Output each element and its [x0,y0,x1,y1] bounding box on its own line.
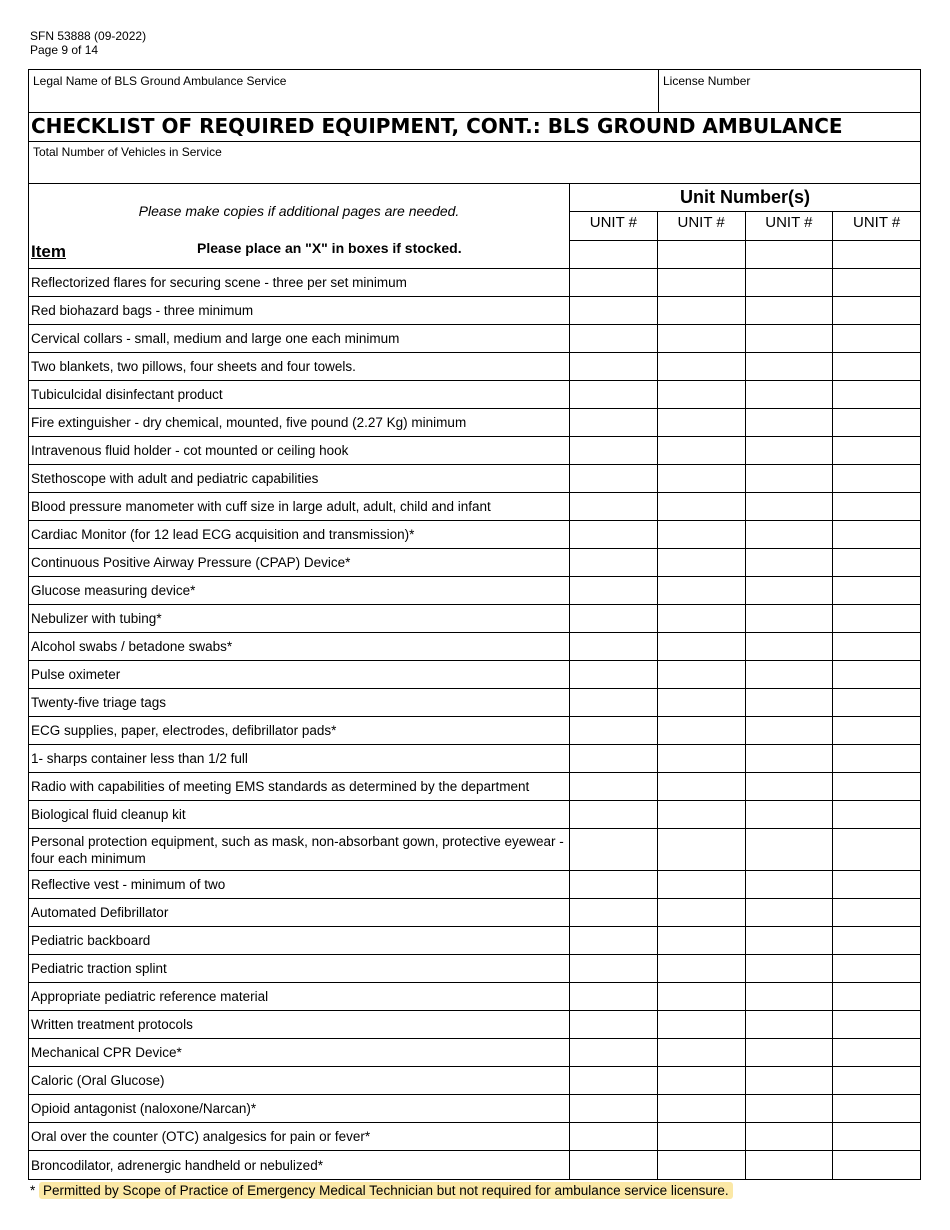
stock-checkbox-cell[interactable] [658,1095,746,1122]
footnote [30,1183,733,1198]
license-number-field[interactable] [659,70,920,112]
stock-checkbox-cell[interactable] [746,661,834,688]
stock-checkbox-cell[interactable] [570,577,658,604]
equipment-item-label: Biological fluid cleanup kit [29,801,570,828]
stock-checkbox-cell[interactable] [746,1095,834,1122]
stock-checkbox-cell[interactable] [746,773,834,800]
equipment-item-label: Broncodilator, adrenergic handheld or nebulized* [29,1151,570,1179]
table-row [29,577,920,605]
stock-checkbox-cell[interactable] [833,381,920,408]
stock-checkbox-cell[interactable] [833,661,920,688]
stock-checkbox-cell[interactable] [746,353,834,380]
stock-checkbox-cell[interactable] [746,871,834,898]
stock-checkbox-cell[interactable] [570,955,658,982]
stock-checkbox-cell[interactable] [570,325,658,352]
unit-number-input[interactable] [570,241,658,268]
stock-checkbox-cell[interactable] [746,633,834,660]
unit-column-label: UNIT # [746,212,834,240]
stock-checkbox-cell[interactable] [746,745,834,772]
stock-checkbox-cell[interactable] [658,689,746,716]
stock-checkbox-cell[interactable] [570,297,658,324]
stock-checkbox-cell[interactable] [746,325,834,352]
table-row [29,549,920,577]
stock-checkbox-cell[interactable] [833,717,920,744]
table-row [29,1067,920,1095]
stock-checkbox-cell[interactable] [833,983,920,1010]
unit-number-input[interactable] [746,241,834,268]
equipment-item-label: Reflective vest - minimum of two [29,871,570,898]
equipment-item-label: Caloric (Oral Glucose) [29,1067,570,1094]
stock-checkbox-cell[interactable] [833,325,920,352]
equipment-item-label: Written treatment protocols [29,1011,570,1038]
stock-checkbox-cell[interactable] [746,1151,834,1179]
stock-checkbox-cell[interactable] [833,871,920,898]
stock-checkbox-cell[interactable] [658,297,746,324]
stock-checkbox-cell[interactable] [833,437,920,464]
vehicles-field[interactable] [29,142,920,184]
stock-checkbox-cell[interactable] [746,717,834,744]
equipment-item-label: Twenty-five triage tags [29,689,570,716]
stock-checkbox-cell[interactable] [658,353,746,380]
table-row [29,493,920,521]
stock-checkbox-cell[interactable] [570,661,658,688]
equipment-item-label: Intravenous fluid holder - cot mounted or ceiling hook [29,437,570,464]
legal-name-label: Legal Name of BLS Ground Ambulance Service [33,74,287,88]
equipment-item-label: Two blankets, two pillows, four sheets and four towels. [29,353,570,380]
equipment-item-label: Fire extinguisher - dry chemical, mounted, five pound (2.27 Kg) minimum [29,409,570,436]
stock-checkbox-cell[interactable] [833,745,920,772]
stock-checkbox-cell[interactable] [658,577,746,604]
table-row [29,871,920,899]
equipment-item-label: Oral over the counter (OTC) analgesics for pain or fever* [29,1123,570,1150]
equipment-item-label: Blood pressure manometer with cuff size in large adult, adult, child and infant [29,493,570,520]
stock-checkbox-cell[interactable] [833,1067,920,1094]
stock-checkbox-cell[interactable] [833,493,920,520]
equipment-item-label: Glucose measuring device* [29,577,570,604]
table-row [29,745,920,773]
stock-checkbox-cell[interactable] [570,717,658,744]
stock-checkbox-cell[interactable] [658,899,746,926]
stock-checkbox-cell[interactable] [746,577,834,604]
item-header-cell [29,184,570,268]
stock-checkbox-cell[interactable] [746,409,834,436]
stock-checkbox-cell[interactable] [833,353,920,380]
unit-numbers-title: Unit Number(s) [570,184,920,212]
stock-checkbox-cell[interactable] [570,689,658,716]
stock-checkbox-cell[interactable] [833,773,920,800]
equipment-rows [29,269,920,1179]
stock-checkbox-cell[interactable] [746,521,834,548]
table-row [29,829,920,871]
table-row [29,955,920,983]
table-row [29,521,920,549]
stock-checkbox-cell[interactable] [833,577,920,604]
stock-checkbox-cell[interactable] [833,801,920,828]
stock-checkbox-cell[interactable] [746,381,834,408]
stock-checkbox-cell[interactable] [658,549,746,576]
table-row [29,801,920,829]
table-row [29,717,920,745]
stock-checkbox-cell[interactable] [570,927,658,954]
stock-checkbox-cell[interactable] [746,605,834,632]
checklist-title: CHECKLIST OF REQUIRED EQUIPMENT, CONT.: BLS GROUND AMBULANCE [29,113,920,142]
unit-number-input[interactable] [658,241,746,268]
stock-checkbox-cell[interactable] [833,605,920,632]
stock-checkbox-cell[interactable] [658,829,746,870]
stock-checkbox-cell[interactable] [570,1095,658,1122]
stock-checkbox-cell[interactable] [746,689,834,716]
table-row [29,1123,920,1151]
equipment-checklist-form [28,69,921,1180]
table-row [29,437,920,465]
table-row [29,689,920,717]
stock-checkbox-cell[interactable] [833,1095,920,1122]
stock-checkbox-cell[interactable] [658,871,746,898]
table-row [29,325,920,353]
stock-checkbox-cell[interactable] [570,521,658,548]
stock-checkbox-cell[interactable] [833,829,920,870]
unit-column-labels [570,212,920,241]
stock-checkbox-cell[interactable] [833,1039,920,1066]
unit-column-label: UNIT # [658,212,746,240]
stock-checkbox-cell[interactable] [570,1067,658,1094]
stock-checkbox-cell[interactable] [833,297,920,324]
equipment-item-label: Alcohol swabs / betadone swabs* [29,633,570,660]
stock-checkbox-cell[interactable] [570,409,658,436]
stock-checkbox-cell[interactable] [570,773,658,800]
stock-checkbox-cell[interactable] [746,1067,834,1094]
stock-checkbox-cell[interactable] [746,465,834,492]
stock-checkbox-cell[interactable] [746,955,834,982]
stock-checkbox-cell[interactable] [833,521,920,548]
stock-checkbox-cell[interactable] [658,437,746,464]
stock-checkbox-cell[interactable] [570,381,658,408]
table-row [29,381,920,409]
equipment-item-label: 1- sharps container less than 1/2 full [29,745,570,772]
stock-instruction: Please place an "X" in boxes if stocked. [197,240,462,256]
stock-checkbox-cell[interactable] [746,269,834,296]
stock-checkbox-cell[interactable] [658,521,746,548]
equipment-item-label: Stethoscope with adult and pediatric capabilities [29,465,570,492]
vehicles-label: Total Number of Vehicles in Service [33,145,222,159]
item-column-header: Item [31,242,66,261]
stock-checkbox-cell[interactable] [746,297,834,324]
stock-checkbox-cell[interactable] [746,437,834,464]
stock-checkbox-cell[interactable] [570,1039,658,1066]
form-id: SFN 53888 (09-2022) [30,29,147,43]
stock-checkbox-cell[interactable] [658,801,746,828]
equipment-item-label: Pediatric backboard [29,927,570,954]
stock-checkbox-cell[interactable] [570,1151,658,1179]
table-row [29,633,920,661]
stock-checkbox-cell[interactable] [746,493,834,520]
stock-checkbox-cell[interactable] [833,269,920,296]
stock-checkbox-cell[interactable] [570,549,658,576]
equipment-item-label: Radio with capabilities of meeting EMS standards as determined by the department [29,773,570,800]
stock-checkbox-cell[interactable] [746,983,834,1010]
stock-checkbox-cell[interactable] [658,1011,746,1038]
stock-checkbox-cell[interactable] [570,871,658,898]
stock-checkbox-cell[interactable] [570,493,658,520]
stock-checkbox-cell[interactable] [658,325,746,352]
table-row [29,1011,920,1039]
equipment-item-label: Red biohazard bags - three minimum [29,297,570,324]
unit-column-label: UNIT # [853,214,901,231]
stock-checkbox-cell[interactable] [570,269,658,296]
stock-checkbox-cell[interactable] [570,829,658,870]
equipment-item-label: Cardiac Monitor (for 12 lead ECG acquisition and transmission)* [29,521,570,548]
stock-checkbox-cell[interactable] [833,409,920,436]
stock-checkbox-cell[interactable] [570,1011,658,1038]
table-row [29,1039,920,1067]
stock-checkbox-cell[interactable] [833,1123,920,1150]
equipment-item-label: Personal protection equipment, such as mask, non-absorbant gown, protective eyewear - four each minimum [29,829,570,870]
stock-checkbox-cell[interactable] [658,1151,746,1179]
equipment-item-label: Pediatric traction splint [29,955,570,982]
stock-checkbox-cell[interactable] [658,1067,746,1094]
table-row [29,353,920,381]
equipment-item-label: Appropriate pediatric reference material [29,983,570,1010]
equipment-item-label: Pulse oximeter [29,661,570,688]
stock-checkbox-cell[interactable] [746,549,834,576]
table-row [29,1095,920,1123]
equipment-item-label: Automated Defibrillator [29,899,570,926]
equipment-item-label: Tubiculcidal disinfectant product [29,381,570,408]
stock-checkbox-cell[interactable] [658,633,746,660]
stock-checkbox-cell[interactable] [658,269,746,296]
table-row [29,927,920,955]
stock-checkbox-cell[interactable] [833,955,920,982]
table-row [29,899,920,927]
table-header [29,184,920,269]
stock-checkbox-cell[interactable] [570,605,658,632]
stock-checkbox-cell[interactable] [746,801,834,828]
stock-checkbox-cell[interactable] [570,465,658,492]
footnote-text: Permitted by Scope of Practice of Emergency Medical Technician but not required for ambulance service licensure. [39,1182,733,1199]
stock-checkbox-cell[interactable] [658,661,746,688]
legal-name-field[interactable] [29,70,659,112]
stock-checkbox-cell[interactable] [658,717,746,744]
stock-checkbox-cell[interactable] [833,1151,920,1179]
stock-checkbox-cell[interactable] [658,1039,746,1066]
footnote-marker: * [30,1183,36,1198]
stock-checkbox-cell[interactable] [570,437,658,464]
copies-note: Please make copies if additional pages are needed. [138,203,460,219]
stock-checkbox-cell[interactable] [658,605,746,632]
stock-checkbox-cell[interactable] [658,745,746,772]
stock-checkbox-cell[interactable] [658,465,746,492]
stock-checkbox-cell[interactable] [570,983,658,1010]
stock-checkbox-cell[interactable] [833,1011,920,1038]
stock-checkbox-cell[interactable] [658,493,746,520]
equipment-item-label: Continuous Positive Airway Pressure (CPAP) Device* [29,549,570,576]
stock-checkbox-cell[interactable] [833,927,920,954]
table-row [29,409,920,437]
stock-checkbox-cell[interactable] [570,745,658,772]
stock-checkbox-cell[interactable] [570,353,658,380]
stock-checkbox-cell[interactable] [658,409,746,436]
stock-checkbox-cell[interactable] [833,633,920,660]
table-row [29,661,920,689]
equipment-item-label: Nebulizer with tubing* [29,605,570,632]
stock-checkbox-cell[interactable] [658,773,746,800]
equipment-item-label: Opioid antagonist (naloxone/Narcan)* [29,1095,570,1122]
table-row [29,983,920,1011]
stock-checkbox-cell[interactable] [658,927,746,954]
table-row [29,605,920,633]
stock-checkbox-cell[interactable] [833,465,920,492]
unit-number-input[interactable] [833,241,920,268]
stock-checkbox-cell[interactable] [833,689,920,716]
table-row [29,269,920,297]
stock-checkbox-cell[interactable] [833,549,920,576]
equipment-item-label: Cervical collars - small, medium and large one each minimum [29,325,570,352]
equipment-item-label: Reflectorized flares for securing scene - three per set minimum [29,269,570,296]
name-license-row [29,70,920,113]
equipment-item-label: ECG supplies, paper, electrodes, defibrillator pads* [29,717,570,744]
equipment-item-label: Mechanical CPR Device* [29,1039,570,1066]
unit-number-inputs [570,241,920,268]
stock-checkbox-cell[interactable] [570,899,658,926]
stock-checkbox-cell[interactable] [746,829,834,870]
stock-checkbox-cell[interactable] [658,983,746,1010]
stock-checkbox-cell[interactable] [746,1123,834,1150]
table-row [29,1151,920,1179]
stock-checkbox-cell[interactable] [658,381,746,408]
stock-checkbox-cell[interactable] [658,955,746,982]
table-row [29,465,920,493]
unit-column-label: UNIT # [570,212,658,240]
stock-checkbox-cell[interactable] [570,801,658,828]
stock-checkbox-cell[interactable] [746,927,834,954]
stock-checkbox-cell[interactable] [746,1011,834,1038]
table-row [29,297,920,325]
stock-checkbox-cell[interactable] [570,1123,658,1150]
stock-checkbox-cell[interactable] [746,899,834,926]
license-number-label: License Number [663,74,751,88]
table-row [29,773,920,801]
stock-checkbox-cell[interactable] [833,899,920,926]
stock-checkbox-cell[interactable] [746,1039,834,1066]
page-number: Page 9 of 14 [30,43,99,57]
stock-checkbox-cell[interactable] [658,1123,746,1150]
unit-header [570,184,920,268]
stock-checkbox-cell[interactable] [570,633,658,660]
